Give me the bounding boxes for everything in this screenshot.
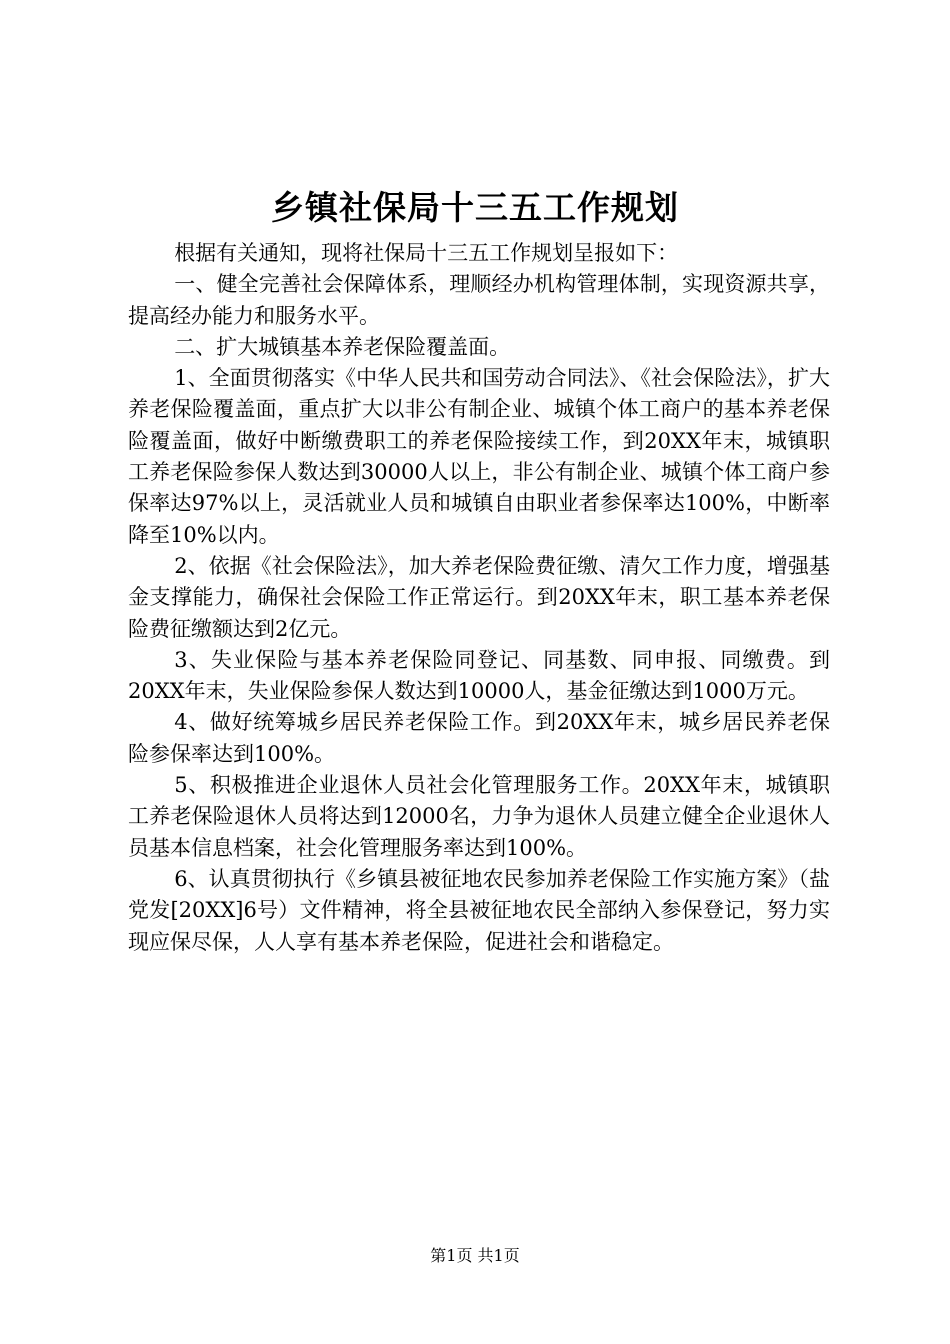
paragraph-section-1: 一、健全完善社会保障体系，理顺经办机构管理体制，实现资源共享，提高经办能力和服务水平。 <box>128 272 830 328</box>
paragraph-item-2: 2、依据《社会保险法》，加大养老保险费征缴、清欠工作力度，增强基金支撑能力，确保社会保险工作正常运行。到20XX年末，职工基本养老保险费征缴额达到2亿元。 <box>128 553 830 641</box>
paragraph-item-5: 5、积极推进企业退休人员社会化管理服务工作。20XX年末，城镇职工养老保险退休人员将达到12000名，力争为退休人员建立健全企业退休人员基本信息档案，社会化管理服务率达到100%。 <box>128 773 830 860</box>
paragraph-intro: 根据有关通知，现将社保局十三五工作规划呈报如下： <box>174 241 679 265</box>
paragraph-item-1: 1、全面贯彻落实《中华人民共和国劳动合同法》、《社会保险法》，扩大养老保险覆盖面，重点扩大以非公有制企业、城镇个体工商户的基本养老保险覆盖面，做好中断缴费职工的养老保险接续工作，到20XX年末，城镇职工养老保险参保人数达到30000人以上，非公有制企业、城镇个体工商户参保率达97%以上，灵活就业人员和城镇自由职业者参保率达100%，中断率降至10%以内。 <box>128 366 830 547</box>
page-footer: 第1页 共1页 <box>430 1246 520 1265</box>
paragraph-item-3: 3、失业保险与基本养老保险同登记、同基数、同申报、同缴费。到20XX年末，失业保险参保人数达到10000人，基金征缴达到1000万元。 <box>128 647 830 704</box>
paragraph-item-6: 6、认真贯彻执行《乡镇县被征地农民参加养老保险工作实施方案》（盐党发[20XX]6号）文件精神，将全县被征地农民全部纳入参保登记，努力实现应保尽保，人人享有基本养老保险，促进社会和谐稳定。 <box>128 866 830 954</box>
paragraph-section-2: 二、扩大城镇基本养老保险覆盖面。 <box>174 334 511 359</box>
paragraph-item-4: 4、做好统筹城乡居民养老保险工作。到20XX年末，城乡居民养老保险参保率达到100%。 <box>128 710 830 766</box>
document-title: 乡镇社保局十三五工作规划 <box>271 188 679 227</box>
document-body <box>128 238 830 958</box>
